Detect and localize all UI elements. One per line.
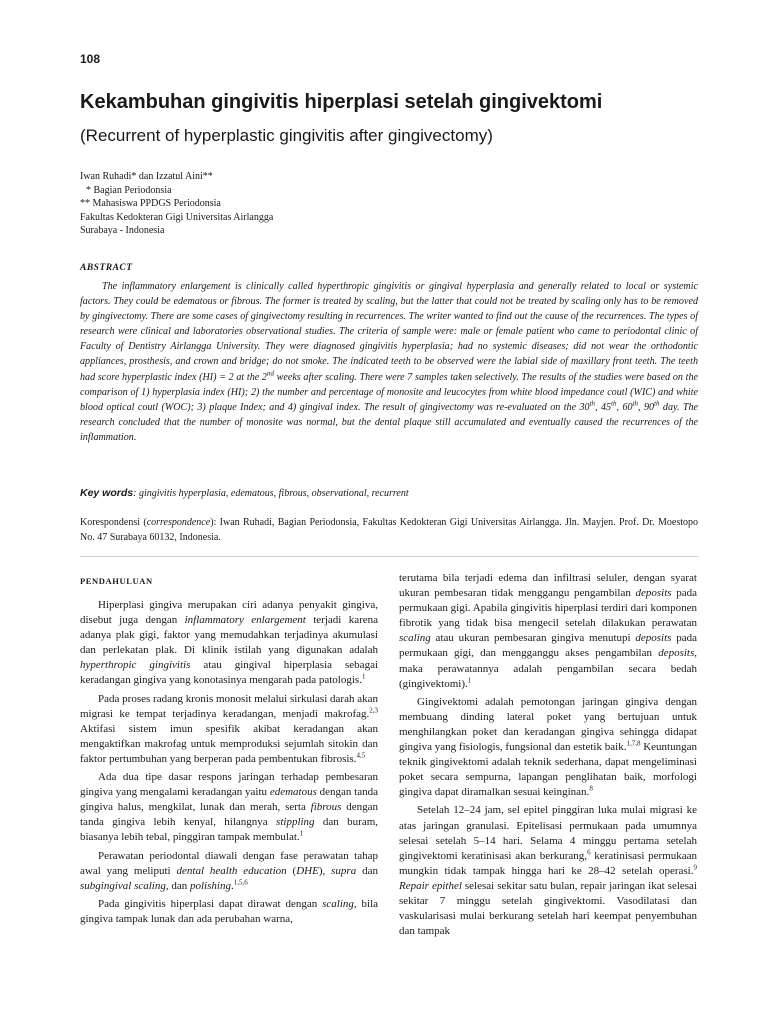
section-heading-pendahuluan: PENDAHULUAN xyxy=(80,576,153,586)
paragraph: terutama bila terjadi edema dan infiltrasi seluler, dengan syarat ukuran pembesaran tidak menggangu pengambilan deposits pada permukaan gigi. Apabila gingivitis hiperplasi terdiri dari komponen fibrotik yang tidak bisa mengecil setelah dilakukan perawatan scaling atau ukuran pembesaran gingiva menutupi deposits pada permukaan gigi, dan mengganggu akses pengambilan deposits, maka perawatannya adalah pengambilan secara bedah (gingivektomi).$^1$ xyxy=(399,572,697,690)
paragraph: Pada proses radang kronis monosit melalui sirkulasi darah akan migrasi ke tempat terjadinya keradangan, menjadi makrofag.$^{2,3}$ Aktifasi sistem imun spesifik akibat keradangan akan mengaktifkan makrofag untuk memproduksi sejumlah sitokin dan faktor pertumbuhan yang berperan pada pembentukan fibrosis.$^{4,5}$ xyxy=(80,692,378,765)
paragraph: Pada gingivitis hiperplasi dapat dirawat dengan scaling, bila gingiva tampak lunak dan ada perubahan warna, xyxy=(80,897,379,925)
left-column xyxy=(80,598,378,930)
keywords-text: : gingivitis hyperplasia, edematous, fibrous, observational, recurrent xyxy=(133,488,409,499)
right-column xyxy=(399,571,697,942)
article-title: Kekambuhan gingivitis hiperplasi setelah gingivektomi xyxy=(80,91,603,113)
paragraph: Ada dua tipe dasar respons jaringan terhadap pembesaran gingiva yang mengalami keradangan yaitu edematous dengan tanda gingiva halus, mengkilat, lunak dan merah, serta fibrous dengan tanda gingiva lebih kenyal, hilangnya stippling dan buram, biasanya lebih tebal, pinggiran tampak membulat.$^1$ xyxy=(80,771,379,844)
section-divider xyxy=(80,556,698,557)
keywords xyxy=(80,486,698,501)
correspondence: Korespondensi (correspondence): Iwan Ruhadi, Bagian Periodonsia, Fakultas Kedokteran Gigi Universitas Airlangga. Jln. Mayjen. Prof. Dr. Moestopo No. 47 Surabaya 60132, Indonesia. xyxy=(80,517,698,543)
author-names: Iwan Ruhadi* dan Izzatul Aini** xyxy=(80,171,213,182)
abstract-body: The inflammatory enlargement is clinically called hyperthropic gingivitis or gingival hyperplasia and generally related to local or systemic factors. They could be edematous or fibrous. The former is treated by scaling, but the latter that could not be treated by scaling only has to be removed by gingivectomy. There are some cases of gingivectomy resulting in recurrences. The writer wanted to find out the cause of the recurrences. The types of research were clinical and laboratories observational studies. The criteria of sample were: male or female patient who came to periodontal clinic of Faculty of Dentistry Airlangga University. They were diagnosed gingivitis hyperplasia; had no systemic diseases; did not wear the orthodontic appliances, prosthesis, and crown and bridge; do not smoke. The indicated teeth to be observed were the labial side of maxillary front teeth. The teeth had score hyperplastic index (HI) = 2 at the 2nd weeks after scaling. There were 7 samples taken selectively. The results of the studies were based on the comparison of 1) hyperplasia index (HI); 2) the number and percentage of monosite and leucocytes from white blood impedance coutl (WIC) and white blood optical coutl (WOC); 3) plaque Index; and 4) gingival index. The result of gingivectomy was re-evaluated on the 30th, 45th, 60th, 90th day. The research concluded that the number of monosite was normal, but the dental plaque still accumulated and eventually caused the recurrences of the inflammation. xyxy=(80,281,699,443)
paragraph: Hiperplasi gingiva merupakan ciri adanya penyakit gingiva, disebut juga dengan inflammatory enlargement terjadi karena adanya plak gigi, faktor yang memudahkan terjadinya akumulasi dan perlekatan plak. Di klinik istilah yang digunakan adalah hyperthropic gingivitis atau gingival hiperplasia sebagai keradangan gingiva yang konotasinya mengarah pada patologis.$^1$ xyxy=(80,599,379,687)
affiliation-line: * Bagian Periodonsia xyxy=(86,184,172,196)
paragraph: Setelah 12–24 jam, sel epitel pinggiran luka mulai migrasi ke atas jaringan granulasi. Epitelisasi permukaan pada umumnya selesai setelah 5–14 hari. Selama 4 minggu pertama setelah gingivektomi keratinisasi akan berkurang,$^6$ keratinisasi permukaan mungkin tidak tampak hingga hari ke 28–42 setelah operasi.$^9$ Repair epithel selesai sekitar satu bulan, repair jaringan ikat selesai sekitar 7 minggu setelah gingivektomi. Vasodilatasi dan vaskularisasi mulai berkurang setelah hari keempat penyembuhan dan tampak xyxy=(399,804,697,938)
paragraph: Gingivektomi adalah pemotongan jaringan gingiva dengan membuang dinding lateral poket yang bertujuan untuk menghilangkan poket dan keradangan gingiva sehingga didapat gingiva yang fisiologis, fungsional dan estetik baik.$^{1,7,8}$ Keuntungan teknik gingivektomi adalah teknik sederhana, dapat mengeliminasi poket secara sempurna, lapangan penglihatan baik, morfologi gingiva dapat diramalkan sesuai keinginan.$^8$ xyxy=(399,695,697,799)
paragraph: Perawatan periodontal diawali dengan fase perawatan tahap awal yang meliputi dental health education (DHE), supra dan subgingival scaling, dan polishing.$^{1,5,6}$ xyxy=(80,849,378,892)
article-subtitle: (Recurrent of hyperplastic gingivitis after gingivectomy) xyxy=(80,126,493,145)
affiliation-line: Surabaya - Indonesia xyxy=(80,225,165,237)
page-number: 108 xyxy=(80,52,101,66)
affiliation-line: ** Mahasiswa PPDGS Periodonsia xyxy=(80,198,221,210)
affiliation-line: Fakultas Kedokteran Gigi Universitas Airlangga xyxy=(80,211,274,223)
author-block xyxy=(80,170,480,238)
abstract-heading: ABSTRACT xyxy=(80,263,133,273)
keywords-label: Key words xyxy=(80,487,134,499)
